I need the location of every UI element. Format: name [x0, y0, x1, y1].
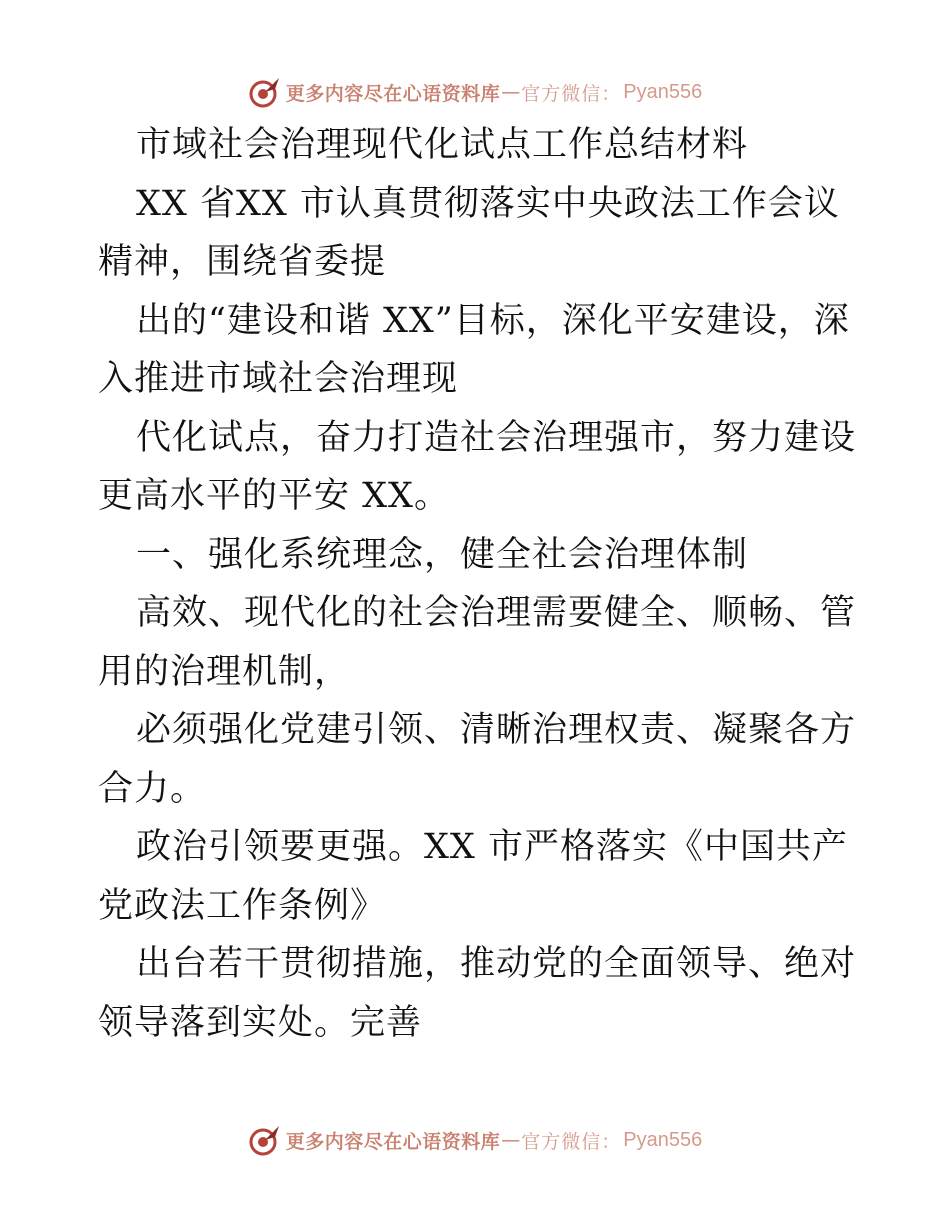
watermark-official-label: 官方微信：	[521, 1130, 622, 1153]
paragraph: 出的“建设和谐 XX”目标，深化平安建设，深入推进市域社会治理现	[98, 300, 850, 399]
library-logo-icon	[248, 1123, 282, 1157]
watermark-separator: —	[501, 81, 521, 103]
watermark-text: 更多内容尽在心语资料库	[285, 82, 501, 105]
paragraph: XX 省XX 市认真贯彻落实中央政法工作会议精神，围绕省委提	[98, 183, 840, 282]
paragraph: 必须强化党建引领、清晰治理权责、凝聚各方合力。	[98, 710, 857, 809]
watermark-footer	[0, 1120, 950, 1160]
paragraph: 高效、现代化的社会治理需要健全、顺畅、管用的治理机制，	[98, 593, 857, 692]
watermark-header	[0, 72, 950, 112]
paragraph: 出台若干贯彻措施，推动党的全面领导、绝对领导落到实处。完善	[98, 944, 857, 1043]
section-heading: 一、强化系统理念，健全社会治理体制	[136, 534, 749, 575]
library-logo-icon	[248, 75, 282, 109]
paragraph: 代化试点，奋力打造社会治理强市，努力建设更高水平的平安 XX。	[98, 417, 857, 516]
document-body	[98, 116, 858, 1052]
watermark-wechat-id: Pyan556	[623, 1128, 703, 1151]
document-title: 市域社会治理现代化试点工作总结材料	[136, 125, 749, 165]
watermark-text: 更多内容尽在心语资料库	[285, 1130, 501, 1153]
paragraph: 政治引领要更强。XX 市严格落实《中国共产党政法工作条例》	[98, 827, 848, 926]
watermark-wechat-id: Pyan556	[623, 80, 703, 103]
watermark-separator: —	[501, 1129, 521, 1151]
watermark-official-label: 官方微信：	[521, 82, 622, 105]
